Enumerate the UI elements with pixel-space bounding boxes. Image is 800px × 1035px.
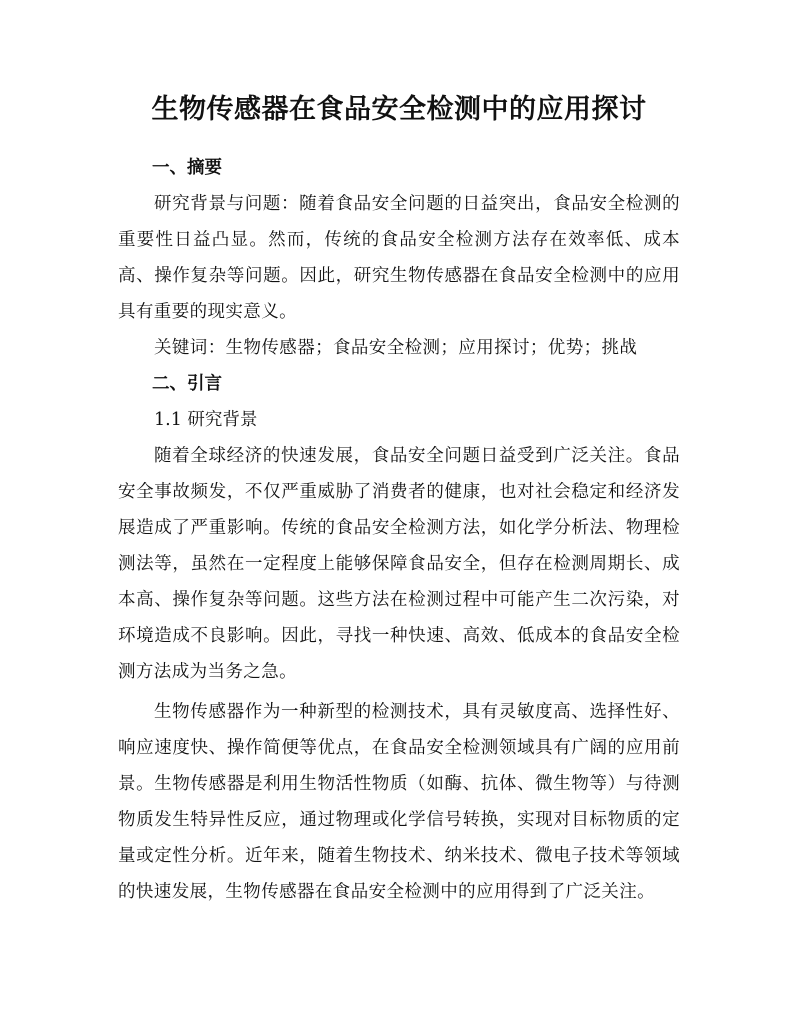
intro-paragraph-1: 随着全球经济的快速发展，食品安全问题日益受到广泛关注。食品安全事故频发，不仅严重威胁了消费者的健康，也对社会稳定和经济发展造成了严重影响。传统的食品安全检测方法，如化学分析法、物理检测法等，虽然在一定程度上能够保障食品安全，但存在检测周期长、成本高、操作复杂等问题。这些方法在检测过程中可能产生二次污染，对环境造成不良影响。因此，寻找一种快速、高效、低成本的食品安全检测方法成为当务之急。 bbox=[118, 446, 680, 682]
section-1-1-heading: 1.1 研究背景 bbox=[154, 410, 258, 430]
abstract-paragraph: 研究背景与问题：随着食品安全问题的日益突出，食品安全检测的重要性日益凸显。然而，传统的食品安全检测方法存在效率低、成本高、操作复杂等问题。因此，研究生物传感器在食品安全检测中的应用具有重要的现实意义。 bbox=[118, 194, 680, 322]
document-title: 生物传感器在食品安全检测中的应用探讨 bbox=[151, 94, 647, 125]
keywords-line: 关键词：生物传感器；食品安全检测；应用探讨；优势；挑战 bbox=[154, 338, 638, 358]
abstract-heading: 一、摘要 bbox=[152, 158, 222, 178]
introduction-heading: 二、引言 bbox=[152, 374, 222, 394]
intro-paragraph-2: 生物传感器作为一种新型的检测技术，具有灵敏度高、选择性好、响应速度快、操作简便等优点，在食品安全检测领域具有广阔的应用前景。生物传感器是利用生物活性物质（如酶、抗体、微生物等）与待测物质发生特异性反应，通过物理或化学信号转换，实现对目标物质的定量或定性分析。近年来，随着生物技术、纳米技术、微电子技术等领域的快速发展，生物传感器在食品安全检测中的应用得到了广泛关注。 bbox=[118, 702, 680, 902]
